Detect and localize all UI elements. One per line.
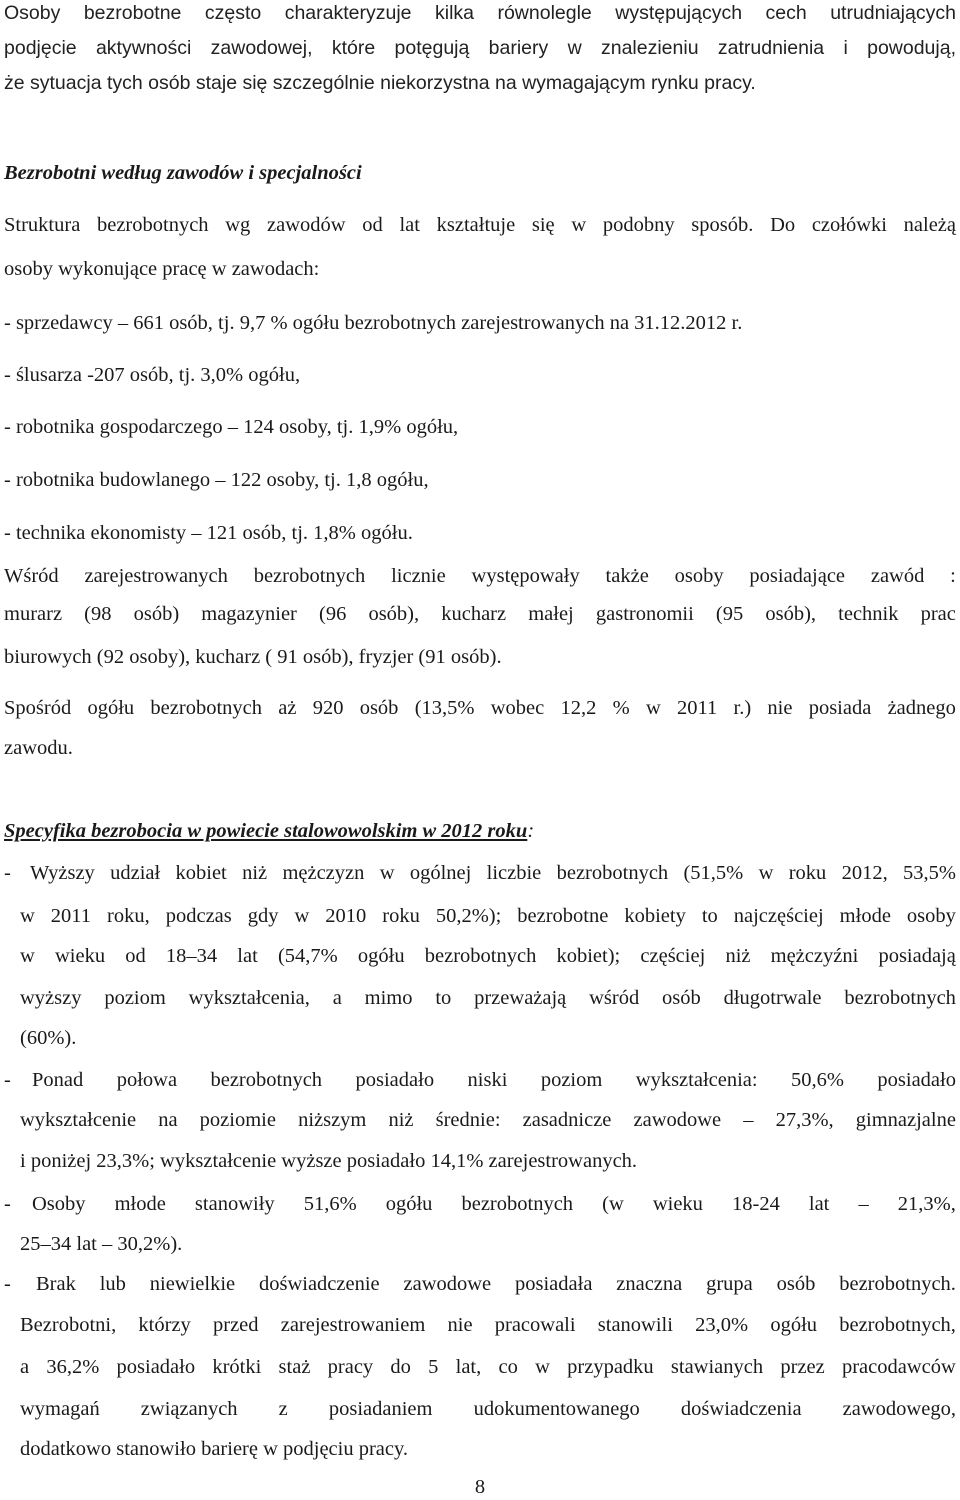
bullet-marker: -	[4, 1069, 11, 1091]
bullet-line: w 2011 roku, podczas gdy w 2010 roku 50,2%); bezrobotne kobiety to najczęściej młode osoby	[20, 905, 956, 927]
bullet-line: a 36,2% posiadało krótki staż pracy do 5 lat, co w przypadku stawianych przez pracodawców	[20, 1356, 956, 1378]
list-item: - sprzedawcy – 661 osób, tj. 9,7 % ogółu bezrobotnych zarejestrowanych na 31.12.2012 r.	[4, 312, 743, 334]
bullet-line: (60%).	[20, 1027, 77, 1049]
bullet-marker: -	[4, 1273, 11, 1295]
bullet-line: w wieku od 18–34 lat (54,7% ogółu bezrobotnych kobiet); częściej niż mężczyźni posiadają	[20, 945, 956, 967]
paragraph-line: murarz (98 osób) magazynier (96 osób), kucharz małej gastronomii (95 osób), technik prac	[4, 603, 956, 625]
paragraph-line: biurowych (92 osoby), kucharz ( 91 osób), fryzjer (91 osób).	[4, 646, 502, 668]
section-heading-text: Specyfika bezrobocia w powiecie stalowowolskim w 2012 roku	[4, 820, 528, 842]
list-item: - robotnika gospodarczego – 124 osoby, tj. 1,9% ogółu,	[4, 416, 459, 438]
bullet-line: Ponad połowa bezrobotnych posiadało niski poziom wykształcenia: 50,6% posiadało	[32, 1069, 956, 1091]
bullet-marker: -	[4, 862, 11, 884]
bullet-line: 25–34 lat – 30,2%).	[20, 1233, 183, 1255]
list-item: - ślusarza -207 osób, tj. 3,0% ogółu,	[4, 364, 301, 386]
bullet-line: Brak lub niewielkie doświadczenie zawodowe posiadała znaczna grupa osób bezrobotnych.	[36, 1273, 956, 1295]
paragraph-line: Spośród ogółu bezrobotnych aż 920 osób (13,5% wobec 12,2 % w 2011 r.) nie posiada żadnego	[4, 697, 956, 719]
bullet-marker: -	[4, 1193, 11, 1215]
bullet-line: wymagań związanych z posiadaniem udokumentowanego doświadczenia zawodowego,	[20, 1398, 956, 1420]
bullet-line: wyższy poziom wykształcenia, a mimo to przeważają wśród osób długotrwale bezrobotnych	[20, 987, 956, 1009]
paragraph-line: Struktura bezrobotnych wg zawodów od lat kształtuje się w podobny sposób. Do czołówki należą	[4, 214, 956, 236]
section-heading	[4, 818, 534, 844]
paragraph-line: Wśród zarejestrowanych bezrobotnych licznie występowały także osoby posiadające zawód :	[4, 565, 956, 587]
bullet-line: i poniżej 23,3%; wykształcenie wyższe posiadało 14,1% zarejestrowanych.	[20, 1150, 638, 1172]
section-heading: Bezrobotni według zawodów i specjalności	[4, 162, 362, 184]
page-number: 8	[474, 1476, 486, 1498]
intro-line: podjęcie aktywności zawodowej, które potęgują bariery w znalezieniu zatrudnienia i powodują,	[4, 37, 956, 59]
bullet-line: dodatkowo stanowiło barierę w podjęciu pracy.	[20, 1438, 409, 1460]
bullet-line: Bezrobotni, którzy przed zarejestrowaniem nie pracowali stanowili 23,0% ogółu bezrobotnych,	[20, 1314, 956, 1336]
bullet-line: wykształcenie na poziomie niższym niż średnie: zasadnicze zawodowe – 27,3%, gimnazjalne	[20, 1109, 956, 1131]
paragraph-line: zawodu.	[4, 737, 73, 759]
list-item: - robotnika budowlanego – 122 osoby, tj. 1,8 ogółu,	[4, 469, 429, 491]
intro-line: Osoby bezrobotne często charakteryzuje kilka równolegle występujących cech utrudniających	[4, 2, 956, 24]
bullet-line: Osoby młode stanowiły 51,6% ogółu bezrobotnych (w wieku 18-24 lat – 21,3%,	[32, 1193, 956, 1215]
bullet-line: Wyższy udział kobiet niż mężczyzn w ogólnej liczbie bezrobotnych (51,5% w roku 2012, 53,5%	[30, 862, 956, 884]
intro-line: że sytuacja tych osób staje się szczególnie niekorzystna na wymagającym rynku pracy.	[4, 72, 756, 94]
heading-colon: :	[527, 820, 535, 842]
list-item: - technika ekonomisty – 121 osób, tj. 1,8% ogółu.	[4, 522, 413, 544]
paragraph-line: osoby wykonujące pracę w zawodach:	[4, 258, 320, 280]
